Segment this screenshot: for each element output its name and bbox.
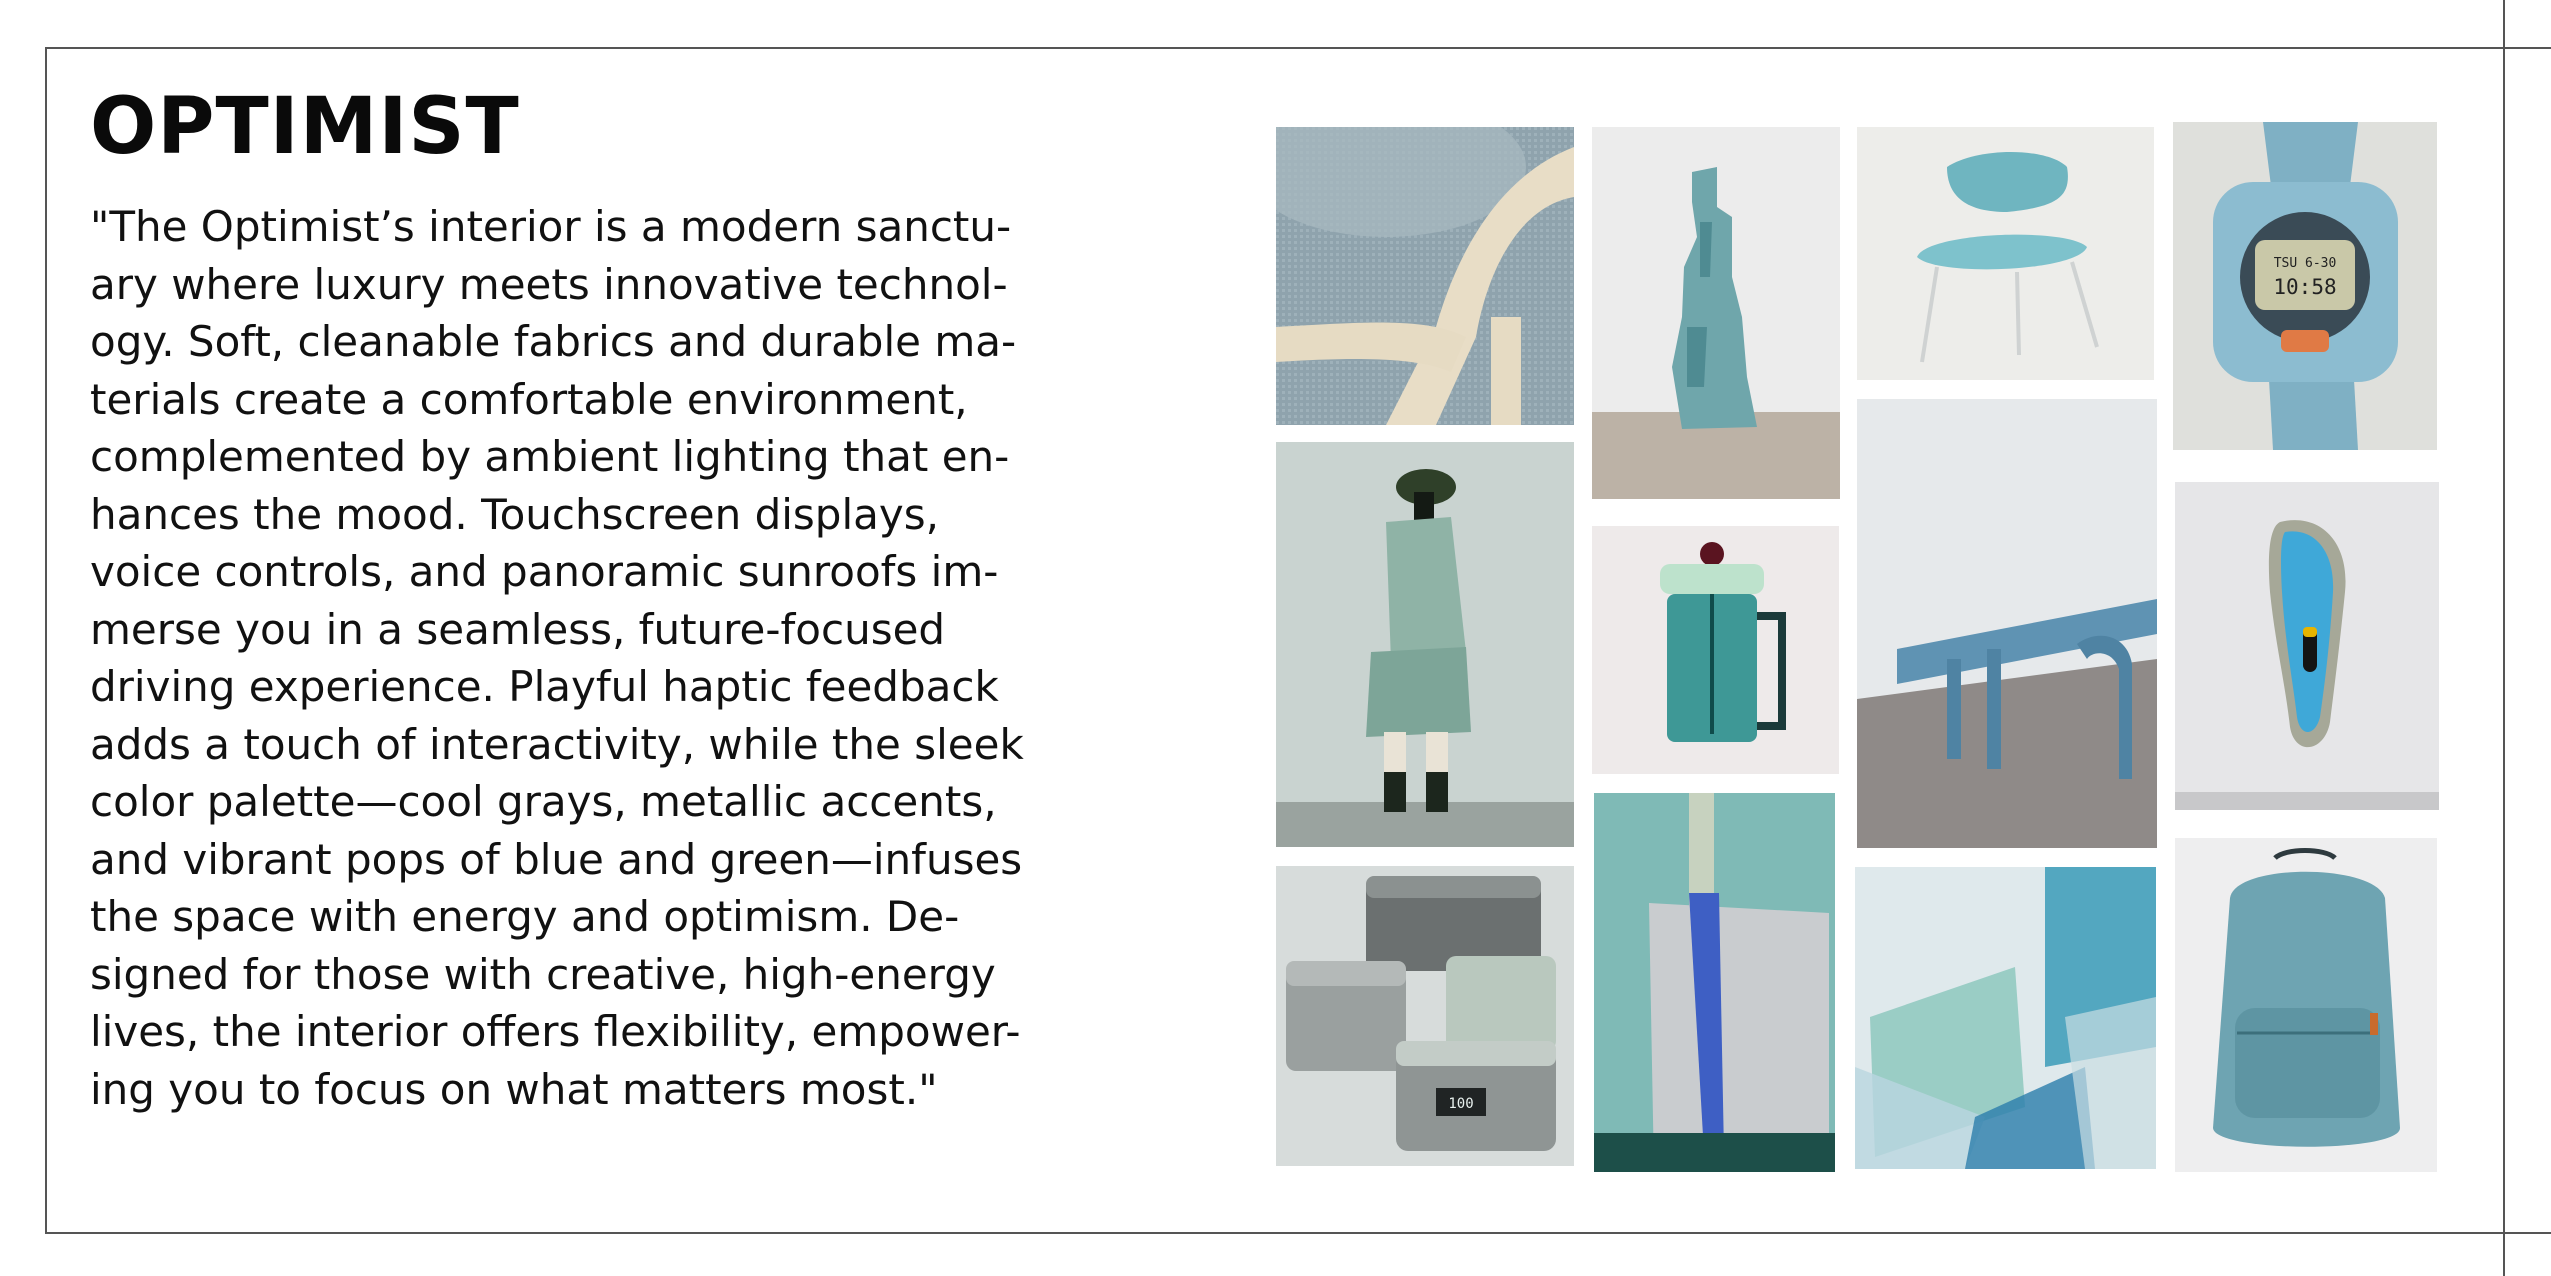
watch-day-date: TSU 6-30	[2273, 256, 2337, 271]
teal-sculpture-image	[1592, 127, 1840, 499]
description-line: complemented by ambient lighting that en-	[90, 432, 1010, 481]
description-line: ary where luxury meets innovative technol-	[90, 259, 1008, 309]
description-line: merse you in a seamless, future-focused	[90, 604, 946, 654]
page-edge-rule	[2503, 0, 2505, 1276]
translucent-panels-image	[1855, 867, 2156, 1169]
description-line: voice controls, and panoramic sunroofs im-	[90, 547, 999, 596]
description-line: lives, the interior offers flexibility, empower-	[90, 1007, 1021, 1056]
description-line: and vibrant pops of blue and green—infuses	[90, 834, 1023, 884]
french-press-image	[1592, 526, 1839, 774]
description-line: signed for those with creative, high-energy	[90, 949, 996, 999]
watch-time: 10:58	[2273, 275, 2337, 299]
teal-backpack-image	[2175, 838, 2437, 1172]
teal-outfit-model-image	[1276, 442, 1574, 847]
fabric-chair-tube-image	[1276, 127, 1574, 425]
description-line: adds a touch of interactivity, while the sleek	[90, 719, 1024, 769]
teal-chair-image	[1857, 127, 2154, 380]
running-shoe-sole-image	[2175, 482, 2439, 810]
fabric-seat-blue-strap-image	[1594, 793, 1835, 1172]
description-line: hances the mood. Touchscreen displays,	[90, 489, 939, 539]
description-line: ogy. Soft, cleanable fabrics and durable ma-	[90, 317, 1017, 366]
power-station-display: 100	[1448, 1096, 1474, 1112]
description-line: ing you to focus on what matters most."	[90, 1064, 938, 1114]
description-line: driving experience. Playful haptic feedback	[90, 662, 999, 711]
description-line: color palette—cool grays, metallic accents,	[90, 777, 997, 826]
description-paragraph	[90, 198, 1024, 1118]
blue-digital-watch-image	[2173, 122, 2437, 450]
description-line: terials create a comfortable environment,	[90, 374, 968, 424]
page-title: OPTIMIST	[90, 82, 520, 172]
description-line: the space with energy and optimism. De-	[90, 892, 960, 941]
blue-bench-image	[1857, 399, 2157, 848]
portable-power-station-image	[1276, 866, 1574, 1166]
description-line: "The Optimist’s interior is a modern sanctu-	[90, 202, 1012, 251]
